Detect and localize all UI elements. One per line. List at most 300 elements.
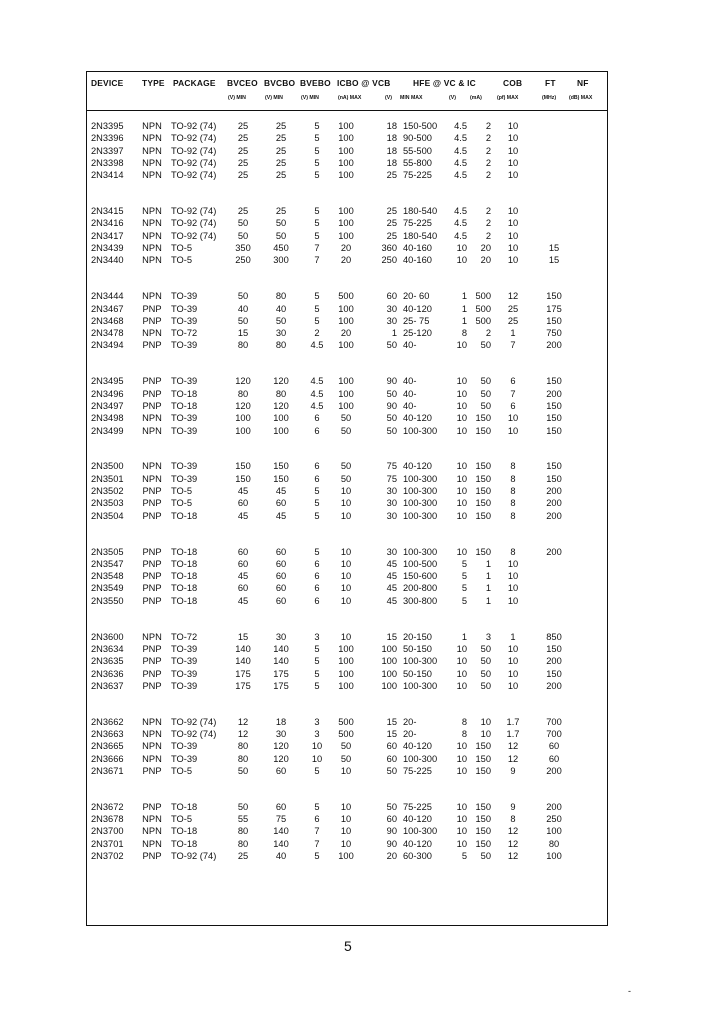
cell-icbo: 100 (338, 376, 354, 387)
table-row (87, 412, 607, 424)
cell-package: TO-39 (171, 291, 198, 302)
cell-device: 2N3496 (91, 388, 124, 399)
cell-bvebo: 6 (314, 595, 320, 606)
cell-vcb: 50 (386, 765, 397, 776)
cell-bvceo: 25 (237, 145, 249, 156)
cell-icbo: 100 (338, 680, 354, 691)
cell-ft: 60 (548, 753, 560, 764)
cell-ft: 850 (546, 631, 562, 642)
cell-bvcbo: 45 (275, 510, 287, 521)
spec-table (86, 71, 608, 926)
table-row (87, 497, 607, 509)
cell-ft: 200 (546, 801, 562, 812)
cell-cob: 10 (507, 230, 519, 241)
header-type: TYPE (142, 78, 165, 88)
cell-bvebo: 5 (314, 851, 320, 861)
cell-vcb: 50 (386, 340, 397, 351)
cell-vcb: 30 (386, 546, 397, 557)
cell-icbo: 10 (340, 546, 352, 557)
cell-bvceo: 45 (237, 510, 249, 521)
cell-type: NPN (142, 838, 162, 849)
cell-ft: 200 (546, 486, 562, 496)
subheader-nf: (dB) MAX (569, 95, 593, 101)
cell-cob: 8 (510, 486, 516, 496)
table-row (87, 546, 607, 558)
cell-icbo: 100 (338, 218, 354, 229)
cell-bvcbo: 450 (273, 243, 289, 253)
cell-ic: 2 (485, 145, 491, 156)
cell-device: 2N3398 (91, 157, 124, 168)
cell-bvcbo: 150 (273, 461, 289, 472)
cell-package: TO-18 (171, 583, 198, 594)
cell-package: TO-92 (74) (171, 230, 217, 241)
cell-cob: 9 (510, 765, 516, 776)
cell-device: 2N3503 (91, 498, 124, 509)
cell-vcb: 25 (386, 170, 397, 181)
cell-package: TO-92 (74) (171, 851, 217, 861)
cell-bvcbo: 25 (275, 170, 287, 181)
cell-cob: 10 (507, 255, 519, 266)
cell-vcb: 30 (386, 315, 397, 326)
subheader-bvcbo: (V) MIN (265, 95, 283, 101)
cell-icbo: 100 (338, 157, 354, 168)
cell-vc: 10 (456, 765, 467, 776)
cell-bvceo: 50 (237, 315, 249, 326)
cell-bvcbo: 60 (275, 801, 287, 812)
cell-cob: 12 (507, 851, 519, 861)
cell-vc: 10 (456, 243, 467, 253)
cell-device: 2N3497 (91, 400, 124, 411)
cell-type: NPN (142, 218, 162, 229)
cell-hfe: 300-800 (403, 595, 438, 606)
table-row (87, 850, 607, 862)
cell-type: PNP (142, 303, 162, 314)
table-row (87, 460, 607, 472)
table-row (87, 230, 607, 242)
cell-hfe: 50-150 (403, 643, 432, 654)
cell-hfe: 100-300 (403, 680, 438, 691)
cell-ic: 1 (485, 558, 491, 569)
cell-type: PNP (142, 680, 162, 691)
cell-vcb: 18 (386, 157, 397, 168)
cell-vc: 4.5 (454, 121, 467, 131)
cell-hfe: 20-150 (403, 631, 432, 642)
cell-package: TO-39 (171, 303, 198, 314)
cell-hfe: 100-300 (403, 753, 438, 764)
cell-icbo: 10 (340, 498, 352, 509)
header-cob: COB (503, 78, 523, 88)
table-row (87, 339, 607, 351)
cell-device: 2N3440 (91, 255, 124, 266)
cell-bvceo: 15 (237, 328, 249, 339)
cell-type: NPN (142, 206, 162, 217)
cell-bvcbo: 120 (273, 376, 289, 387)
cell-package: TO-39 (171, 741, 198, 752)
cell-bvceo: 350 (235, 243, 251, 253)
cell-type: NPN (142, 814, 162, 825)
cell-ft: 15 (548, 243, 560, 253)
cell-device: 2N3414 (91, 170, 124, 181)
cell-ic: 150 (475, 826, 491, 837)
cell-hfe: 75-225 (403, 801, 432, 812)
cell-package: TO-5 (171, 255, 193, 266)
cell-hfe: 20- (403, 729, 417, 739)
cell-cob: 10 (507, 425, 519, 436)
cell-type: PNP (142, 498, 162, 509)
cell-vc: 10 (456, 510, 467, 521)
cell-bvcbo: 175 (273, 668, 289, 679)
page-number: 5 (344, 938, 352, 954)
cell-hfe: 40-120 (403, 814, 432, 825)
cell-bvceo: 50 (237, 230, 249, 241)
cell-package: TO-39 (171, 461, 198, 472)
cell-bvebo: 5 (314, 765, 320, 776)
cell-vcb: 90 (386, 838, 397, 849)
cell-bvcbo: 140 (273, 838, 289, 849)
cell-ic: 2 (485, 121, 491, 131)
subheader-bvebo: (V) MIN (301, 95, 319, 101)
cell-device: 2N3636 (91, 668, 124, 679)
cell-vc: 5 (461, 851, 467, 861)
table-row (87, 388, 607, 400)
cell-ft: 200 (546, 656, 562, 667)
cell-ic: 50 (480, 656, 491, 667)
cell-type: NPN (142, 413, 162, 424)
cell-vcb: 60 (386, 741, 397, 752)
cell-icbo: 100 (338, 145, 354, 156)
cell-bvceo: 80 (237, 741, 249, 752)
cell-cob: 12 (507, 826, 519, 837)
cell-package: TO-18 (171, 826, 198, 837)
cell-device: 2N3501 (91, 473, 124, 484)
cell-vc: 10 (456, 741, 467, 752)
cell-hfe: 40-120 (403, 413, 432, 424)
cell-ic: 10 (480, 729, 491, 739)
cell-cob: 12 (507, 753, 519, 764)
cell-bvceo: 45 (237, 486, 249, 496)
cell-vc: 4.5 (454, 133, 467, 144)
cell-bvceo: 25 (237, 157, 249, 168)
cell-bvebo: 5 (314, 133, 320, 144)
cell-type: PNP (142, 340, 162, 351)
cell-bvebo: 3 (314, 631, 320, 642)
cell-hfe: 100-300 (403, 498, 438, 509)
cell-device: 2N3663 (91, 729, 124, 739)
cell-type: NPN (142, 425, 162, 436)
cell-bvebo: 3 (314, 716, 320, 727)
cell-ic: 150 (475, 486, 491, 496)
cell-ft: 175 (546, 303, 562, 314)
cell-bvceo: 45 (237, 595, 249, 606)
cell-bvceo: 140 (235, 656, 251, 667)
cell-bvcbo: 30 (275, 328, 287, 339)
cell-icbo: 10 (340, 583, 352, 594)
table-header (87, 72, 607, 111)
cell-type: NPN (142, 631, 162, 642)
cell-type: PNP (142, 486, 162, 496)
cell-device: 2N3701 (91, 838, 124, 849)
cell-package: TO-18 (171, 388, 198, 399)
cell-vc: 10 (456, 680, 467, 691)
cell-icbo: 100 (338, 400, 354, 411)
cell-ic: 150 (475, 498, 491, 509)
cell-type: PNP (142, 643, 162, 654)
cell-cob: 6 (510, 376, 516, 387)
cell-icbo: 50 (340, 413, 352, 424)
cell-bvebo: 10 (311, 741, 323, 752)
cell-hfe: 150-600 (403, 571, 438, 582)
cell-cob: 8 (510, 546, 516, 557)
cell-vc: 10 (456, 753, 467, 764)
cell-device: 2N3665 (91, 741, 124, 752)
cell-ic: 1 (485, 595, 491, 606)
cell-vcb: 30 (386, 486, 397, 496)
cell-vcb: 100 (381, 643, 397, 654)
cell-vc: 1 (461, 631, 467, 642)
cell-icbo: 50 (340, 741, 352, 752)
cell-vcb: 18 (386, 133, 397, 144)
cell-bvcbo: 60 (275, 765, 287, 776)
cell-ft: 150 (546, 413, 562, 424)
cell-vcb: 75 (386, 461, 397, 472)
cell-ft: 150 (546, 425, 562, 436)
cell-ic: 150 (475, 753, 491, 764)
cell-type: PNP (142, 765, 162, 776)
cell-cob: 25 (507, 303, 519, 314)
cell-bvceo: 60 (237, 546, 249, 557)
cell-ic: 50 (480, 376, 491, 387)
cell-icbo: 100 (338, 656, 354, 667)
cell-bvebo: 5 (314, 157, 320, 168)
cell-type: NPN (142, 473, 162, 484)
cell-bvebo: 5 (314, 498, 320, 509)
cell-bvceo: 150 (235, 473, 251, 484)
cell-bvceo: 25 (237, 121, 249, 131)
cell-hfe: 100-300 (403, 486, 438, 496)
cell-device: 2N3444 (91, 291, 124, 302)
cell-hfe: 40- (403, 340, 417, 351)
cell-vc: 4.5 (454, 170, 467, 181)
cell-package: TO-39 (171, 376, 198, 387)
cell-bvebo: 5 (314, 230, 320, 241)
cell-device: 2N3666 (91, 753, 124, 764)
cell-ft: 200 (546, 680, 562, 691)
cell-type: NPN (142, 170, 162, 181)
cell-bvcbo: 300 (273, 255, 289, 266)
cell-icbo: 50 (340, 753, 352, 764)
cell-type: NPN (142, 121, 162, 131)
header-device: DEVICE (91, 78, 124, 88)
cell-ic: 150 (475, 425, 491, 436)
cell-hfe: 100-300 (403, 546, 438, 557)
cell-type: PNP (142, 558, 162, 569)
cell-type: PNP (142, 510, 162, 521)
cell-vc: 5 (461, 595, 467, 606)
cell-device: 2N3468 (91, 315, 124, 326)
cell-bvceo: 80 (237, 753, 249, 764)
cell-cob: 10 (507, 583, 519, 594)
cell-bvebo: 5 (314, 170, 320, 181)
cell-device: 2N3678 (91, 814, 124, 825)
cell-bvebo: 5 (314, 291, 320, 302)
subheader-vc: (V) (449, 95, 456, 101)
cell-ft: 200 (546, 546, 562, 557)
cell-bvceo: 50 (237, 218, 249, 229)
cell-vc: 10 (456, 340, 467, 351)
cell-device: 2N3467 (91, 303, 124, 314)
cell-device: 2N3417 (91, 230, 124, 241)
cell-type: PNP (142, 388, 162, 399)
table-row (87, 801, 607, 813)
subheader-ft: (MHz) (542, 95, 557, 101)
corner-mark: - (628, 986, 631, 996)
cell-bvebo: 7 (314, 826, 320, 837)
cell-type: NPN (142, 741, 162, 752)
cell-device: 2N3504 (91, 510, 124, 521)
cell-package: TO-5 (171, 486, 193, 496)
cell-bvebo: 6 (314, 461, 320, 472)
cell-bvebo: 7 (314, 255, 320, 266)
cell-cob: 1.7 (506, 729, 520, 739)
cell-icbo: 100 (338, 851, 354, 861)
cell-ft: 200 (546, 510, 562, 521)
table-row (87, 838, 607, 850)
cell-icbo: 10 (340, 826, 352, 837)
cell-vcb: 18 (386, 145, 397, 156)
cell-bvceo: 80 (237, 388, 249, 399)
cell-vc: 8 (461, 716, 467, 727)
cell-type: NPN (142, 157, 162, 168)
cell-vc: 8 (461, 328, 467, 339)
table-row (87, 740, 607, 752)
cell-cob: 10 (507, 170, 519, 181)
cell-package: TO-39 (171, 473, 198, 484)
cell-bvceo: 60 (237, 558, 249, 569)
cell-package: TO-39 (171, 668, 198, 679)
cell-bvebo: 5 (314, 206, 320, 217)
cell-icbo: 10 (340, 486, 352, 496)
cell-device: 2N3494 (91, 340, 124, 351)
cell-package: TO-39 (171, 753, 198, 764)
table-row (87, 132, 607, 144)
cell-cob: 10 (507, 413, 519, 424)
cell-icbo: 100 (338, 340, 354, 351)
cell-hfe: 100-300 (403, 425, 438, 436)
cell-hfe: 40-160 (403, 255, 432, 266)
cell-ft: 150 (546, 668, 562, 679)
cell-bvcbo: 120 (273, 741, 289, 752)
cell-ic: 50 (480, 340, 491, 351)
cell-package: TO-39 (171, 340, 198, 351)
cell-ft: 80 (548, 838, 560, 849)
cell-ic: 2 (485, 133, 491, 144)
cell-cob: 10 (507, 206, 519, 217)
cell-bvebo: 6 (314, 814, 320, 825)
table-row (87, 595, 607, 607)
cell-vc: 10 (456, 656, 467, 667)
cell-type: NPN (142, 729, 162, 739)
cell-bvceo: 140 (235, 643, 251, 654)
table-row (87, 582, 607, 594)
cell-type: NPN (142, 230, 162, 241)
cell-vc: 8 (461, 729, 467, 739)
cell-vcb: 15 (386, 729, 397, 739)
cell-vcb: 50 (386, 801, 397, 812)
cell-bvceo: 120 (235, 400, 251, 411)
cell-vcb: 30 (386, 303, 397, 314)
cell-package: TO-5 (171, 814, 193, 825)
cell-bvebo: 5 (314, 643, 320, 654)
cell-package: TO-18 (171, 571, 198, 582)
cell-bvceo: 25 (237, 133, 249, 144)
cell-bvebo: 5 (314, 656, 320, 667)
cell-bvceo: 250 (235, 255, 251, 266)
cell-ic: 150 (475, 801, 491, 812)
cell-ft: 200 (546, 498, 562, 509)
table-row (87, 655, 607, 667)
cell-vc: 4.5 (454, 145, 467, 156)
cell-bvebo: 5 (314, 668, 320, 679)
table-row (87, 753, 607, 765)
cell-bvcbo: 25 (275, 206, 287, 217)
cell-type: PNP (142, 801, 162, 812)
cell-hfe: 100-300 (403, 473, 438, 484)
cell-package: TO-92 (74) (171, 145, 217, 156)
cell-type: NPN (142, 716, 162, 727)
cell-bvebo: 6 (314, 413, 320, 424)
cell-cob: 7 (510, 340, 516, 351)
table-row (87, 765, 607, 777)
cell-bvcbo: 25 (275, 145, 287, 156)
cell-hfe: 25-120 (403, 328, 432, 339)
cell-hfe: 40- (403, 400, 417, 411)
cell-type: NPN (142, 255, 162, 266)
cell-ic: 10 (480, 716, 491, 727)
cell-vcb: 60 (386, 291, 397, 302)
table-row (87, 303, 607, 315)
cell-vc: 4.5 (454, 230, 467, 241)
cell-device: 2N3395 (91, 121, 124, 131)
cell-ft: 700 (546, 729, 562, 739)
cell-type: NPN (142, 461, 162, 472)
cell-icbo: 50 (340, 473, 352, 484)
cell-device: 2N3505 (91, 546, 124, 557)
cell-bvceo: 40 (237, 303, 249, 314)
cell-vcb: 30 (386, 510, 397, 521)
cell-vc: 4.5 (454, 206, 467, 217)
cell-ft: 60 (548, 741, 560, 752)
cell-bvceo: 12 (237, 716, 249, 727)
cell-bvcbo: 60 (275, 558, 287, 569)
table-row (87, 728, 607, 740)
cell-vcb: 20 (386, 851, 397, 861)
cell-bvceo: 80 (237, 340, 249, 351)
cell-package: TO-18 (171, 546, 198, 557)
cell-ic: 2 (485, 218, 491, 229)
cell-type: NPN (142, 826, 162, 837)
cell-bvebo: 5 (314, 145, 320, 156)
cell-ic: 1 (485, 583, 491, 594)
cell-bvcbo: 60 (275, 595, 287, 606)
cell-cob: 10 (507, 121, 519, 131)
cell-ft: 150 (546, 376, 562, 387)
cell-package: TO-92 (74) (171, 206, 217, 217)
cell-hfe: 20- (403, 716, 417, 727)
cell-device: 2N3700 (91, 826, 124, 837)
cell-bvebo: 5 (314, 510, 320, 521)
cell-vc: 10 (456, 473, 467, 484)
table-row (87, 485, 607, 497)
